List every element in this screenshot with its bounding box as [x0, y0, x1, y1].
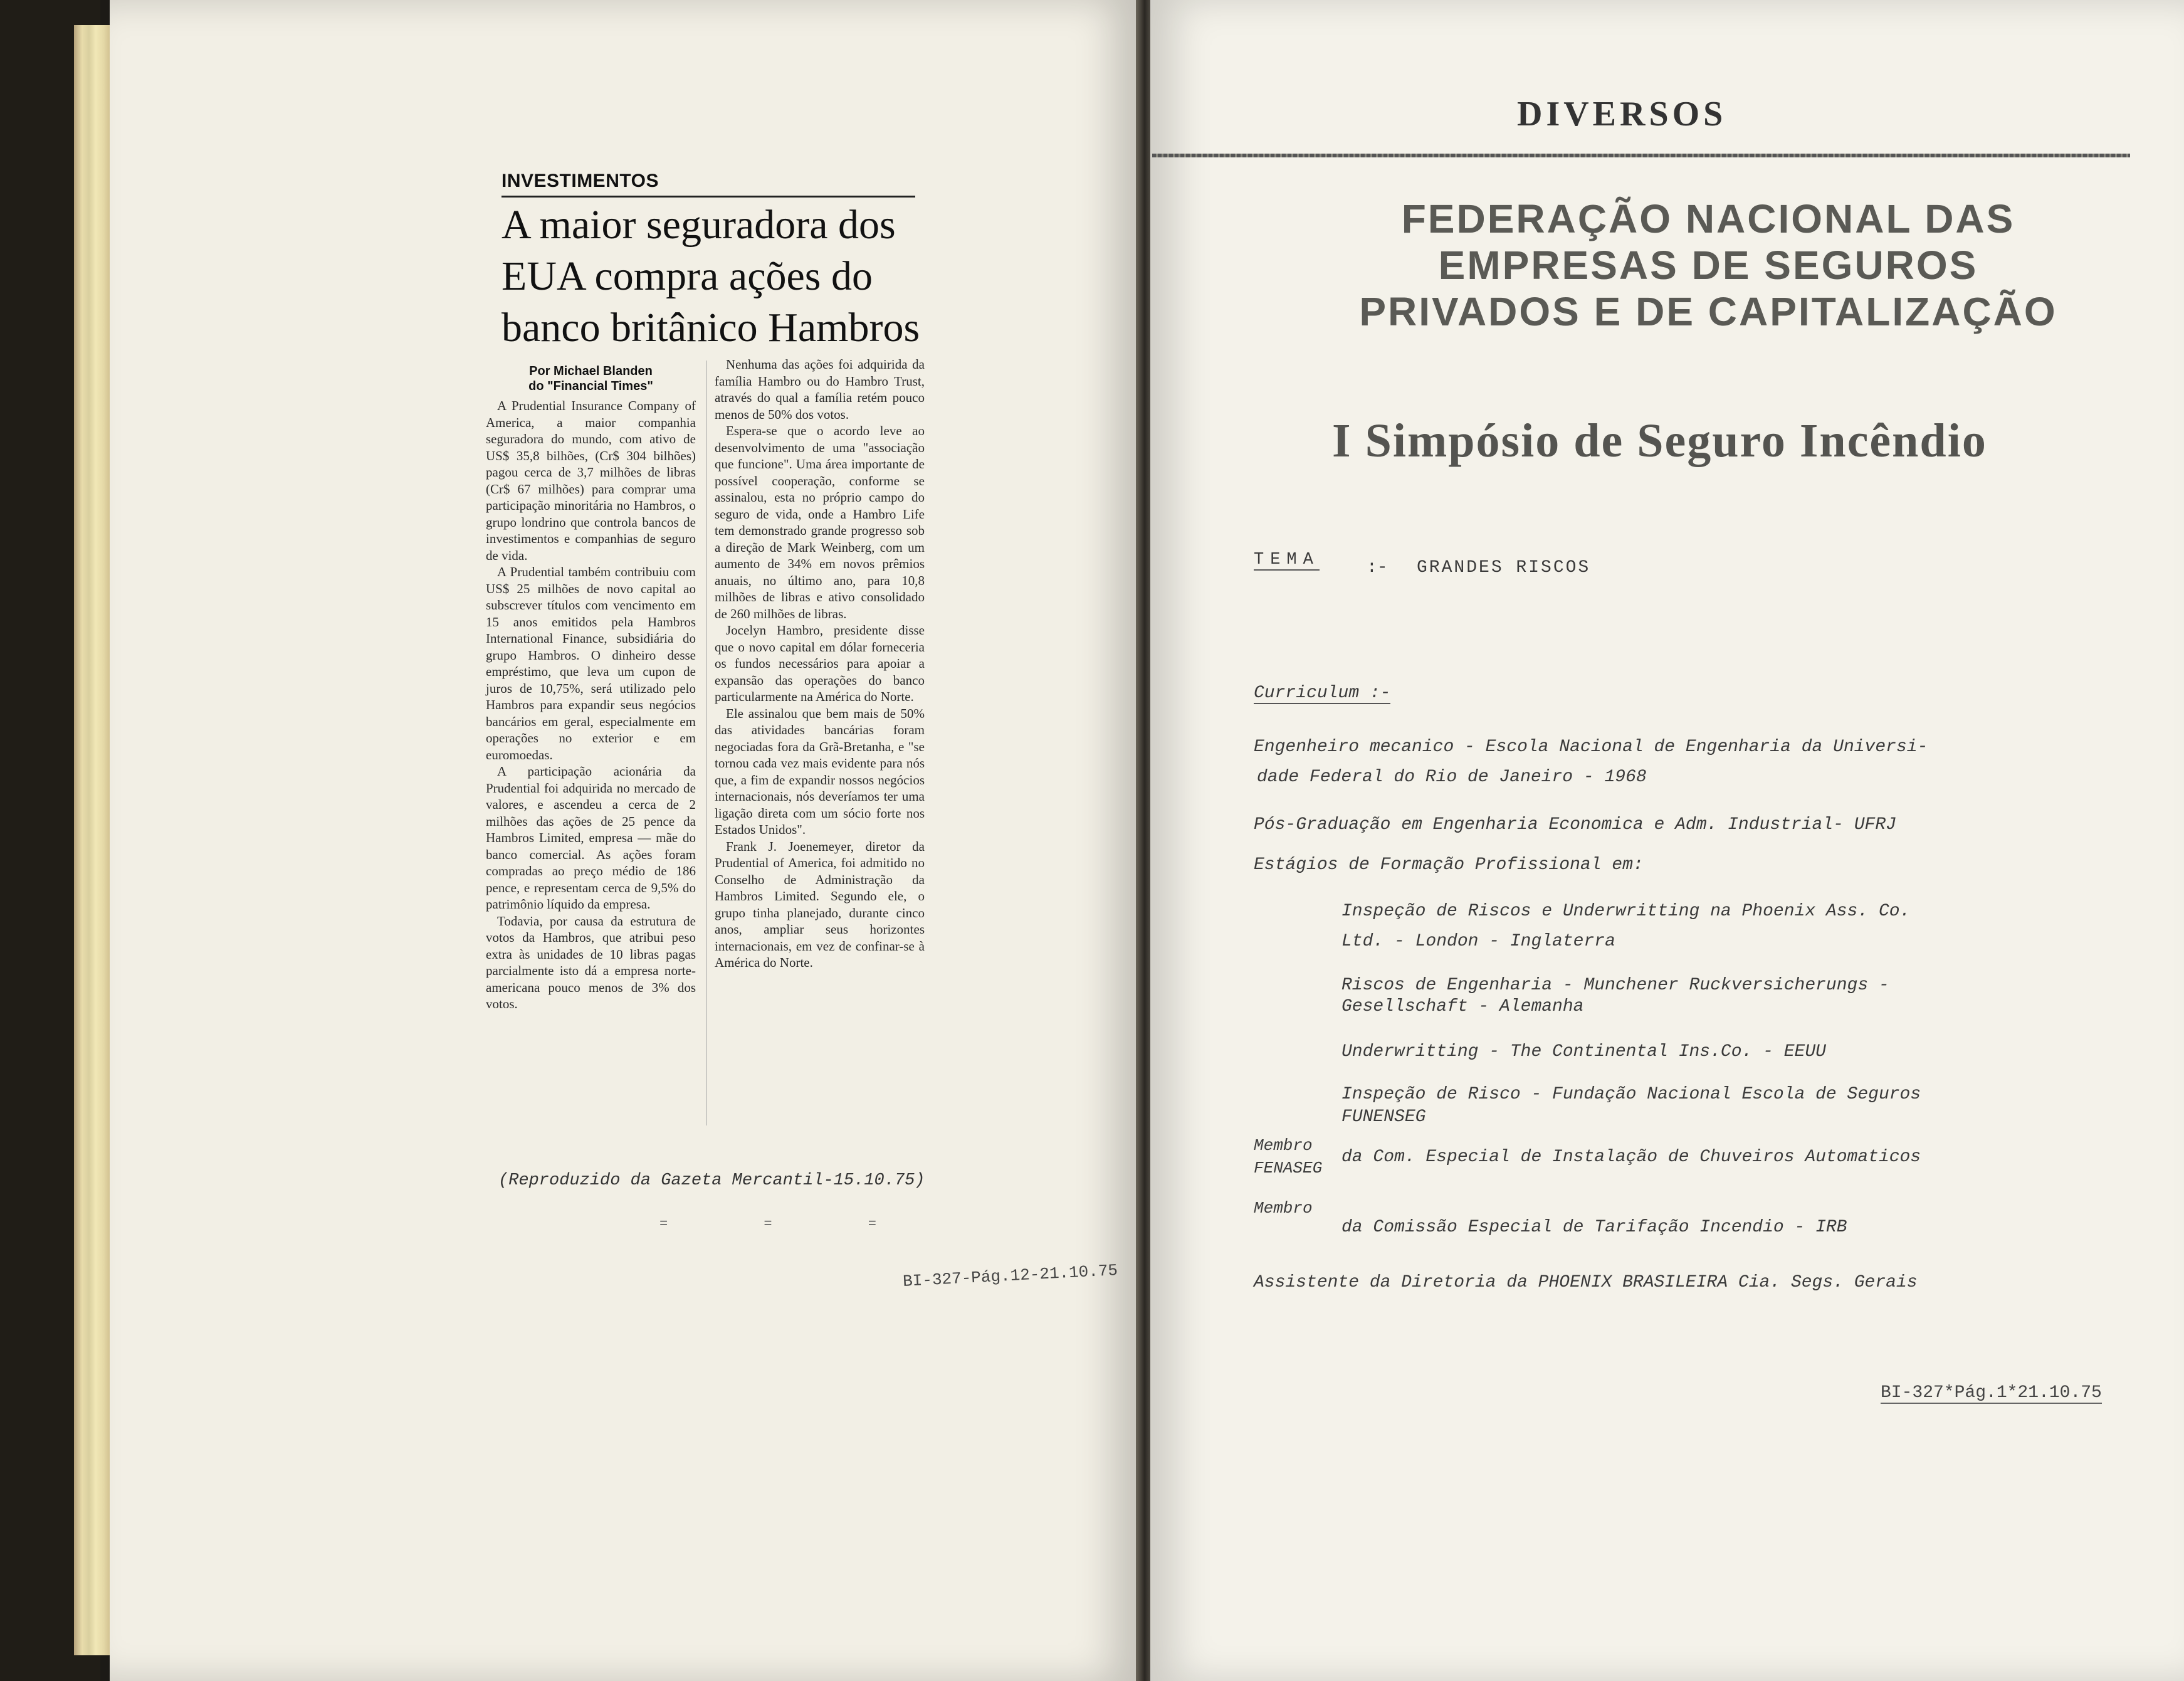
federation-line: FEDERAÇÃO NACIONAL DAS [1401, 196, 2015, 241]
byline-source: do "Financial Times" [528, 379, 653, 393]
clipping-column-1 [486, 364, 696, 1013]
cv-line-munchener: Riscos de Engenharia - Munchener Ruckversicherungs - [1341, 976, 1889, 995]
cv-line-phoenix-cont: Ltd. - London - Inglaterra [1341, 932, 1615, 951]
section-title: DIVERSOS [1517, 95, 1727, 134]
paragraph: A Prudential Insurance Company of America, a maior companhia seguradora do mundo, com ativo de US$ 35,8 bilhões, (Cr$ 304 bilhões) pagou cerca de 3,7 milhões de libras (Cr$ 67 milhões) para comprar uma participação minoritária no Hambros, o grupo londrino que controla bancos de investimentos e companhias de seguro de vida. [486, 398, 696, 563]
clipping-kicker: INVESTIMENTOS [501, 171, 659, 191]
column-rule [706, 361, 707, 1125]
clipping-column-2 [715, 356, 925, 971]
cv-line-membro-chuveiros: da Com. Especial de Instalação de Chuveiros Automaticos [1341, 1147, 1921, 1167]
paragraph: A participação acionária da Prudential foi adquirida no mercado de valores, e ascendeu a cerca de 2 milhões das ações de 25 pence da Hambros Limited, empresa — mãe do banco comercial. As ações foram compradas ao preço médio de 186 pence, e representam cerca de 9,5% do patrimônio líquido da empresa. [486, 764, 696, 912]
paragraph: Ele assinalou que bem mais de 50% das atividades bancárias foram negociadas fora da Grã-Bretanha, e "se tornou cada vez mais evidente para nós que, a fim de expandir nossos negócios internacionais, nós deveríamos ter uma ligação direta com um sócio forte nos Estados Unidos". [715, 705, 925, 837]
section-rule [1152, 154, 2130, 157]
cv-membro-label: Membro [1254, 1136, 1313, 1155]
cv-line-membro-tarifacao: da Comissão Especial de Tarifação Incendio - IRB [1341, 1218, 1847, 1237]
cv-line-postgrad: Pós-Graduação em Engenharia Economica e Adm. Industrial- UFRJ [1254, 815, 1896, 835]
clipping-headline: A maior seguradora dos EUA compra ações do banco britânico Hambros [501, 202, 920, 350]
cv-line-engineering-cont: dade Federal do Rio de Janeiro - 1968 [1257, 767, 1647, 787]
symposium-title: I Simpósio de Seguro Incêndio [1332, 414, 1987, 467]
reproduction-note: (Reproduzido da Gazeta Mercantil-15.10.75) [498, 1171, 925, 1190]
cv-line-internships: Estágios de Formação Profissional em: [1254, 855, 1644, 875]
page-reference-right: BI-327*Pág.1*21.10.75 [1881, 1383, 2102, 1403]
cv-fenaseg-label: FENASEG [1254, 1159, 1323, 1178]
paragraph: Nenhuma das ações foi adquirida da família Hambro ou do Hambro Trust, através do qual a família retém pouco menos de 50% dos votos. [715, 357, 925, 422]
cv-line-continental: Underwritting - The Continental Ins.Co. - EEUU [1341, 1042, 1826, 1062]
byline-author: Por Michael Blanden [529, 364, 653, 378]
cv-line-funenseg-cont: FUNENSEG [1341, 1107, 1426, 1127]
cv-line-phoenix: Inspeção de Riscos e Underwritting na Phoenix Ass. Co. [1341, 902, 1911, 921]
cv-line-engineering: Engenheiro mecanico - Escola Nacional de Engenharia da Universi- [1254, 737, 1928, 757]
curriculum-label: Curriculum :- [1254, 683, 1391, 703]
paragraph: Frank J. Joenemeyer, diretor da Prudential of America, foi admitido no Conselho de Administração da Hambros Limited. Segundo ele, o grupo tinha planejado, durante cinco anos, ampliar seus horizontes internacionais, em vez de confinar-se à América do Norte. [715, 838, 925, 970]
cv-line-assistente: Assistente da Diretoria da PHOENIX BRASILEIRA Cia. Segs. Gerais [1254, 1273, 1918, 1292]
paragraph: A Prudential também contribuiu com US$ 25 milhões de novo capital ao subscrever títulos com vencimento em 15 anos emitidos pela Hambros International Finance, subsidiária do grupo Hambros. O dinheiro desse empréstimo, que leva um cupon de juros de 10,75%, será utilizado pelo Hambros para expandir seus negócios bancários em geral, especialmente em operações no exterior e em euromoedas. [486, 564, 696, 762]
federation-line: EMPRESAS DE SEGUROS [1438, 243, 1978, 288]
separator-marks: = = = [659, 1216, 921, 1232]
byline [486, 364, 696, 394]
page-stack-edges [74, 25, 112, 1655]
cv-line-munchener-cont: Gesellschaft - Alemanha [1341, 997, 1584, 1016]
page-reference-left: BI-327-Pág.12-21.10.75 [902, 1261, 1118, 1291]
paragraph: Jocelyn Hambro, presidente disse que o novo capital em dólar forneceria os fundos necessários para apoiar a expansão das operações do banco particularmente na América do Norte. [715, 623, 925, 704]
kicker-rule [501, 196, 915, 198]
tema-separator: :- [1367, 558, 1388, 577]
paragraph: Espera-se que o acordo leve ao desenvolvimento de uma "associação que funcione". Uma área importante de possível cooperação, conforme se assinalou, esta no próprio campo do seguro de vida, onde a Hambro Life tem demonstrado grande progresso sob a direção de Mark Weinberg, com um aumento de 34% em novos prêmios anuais, no último ano, para 10,8 milhões de libras e ativo consolidado de 260 milhões de libras. [715, 423, 925, 621]
cv-line-funenseg: Inspeção de Risco - Fundação Nacional Escola de Seguros [1341, 1085, 1921, 1104]
federation-stamp [1316, 196, 2100, 335]
tema-value: GRANDES RISCOS [1417, 558, 1591, 577]
tema-label: TEMA [1254, 551, 1320, 569]
paragraph: Todavia, por causa da estrutura de votos da Hambros, que atribui peso extra às unidades de 10 libras pagas parcialmente isto dá a empresa norte-americana pouco menos de 3% dos votos. [486, 913, 696, 1011]
cv-membro-label-2: Membro [1254, 1199, 1313, 1218]
federation-line: PRIVADOS E DE CAPITALIZAÇÃO [1359, 289, 2057, 334]
